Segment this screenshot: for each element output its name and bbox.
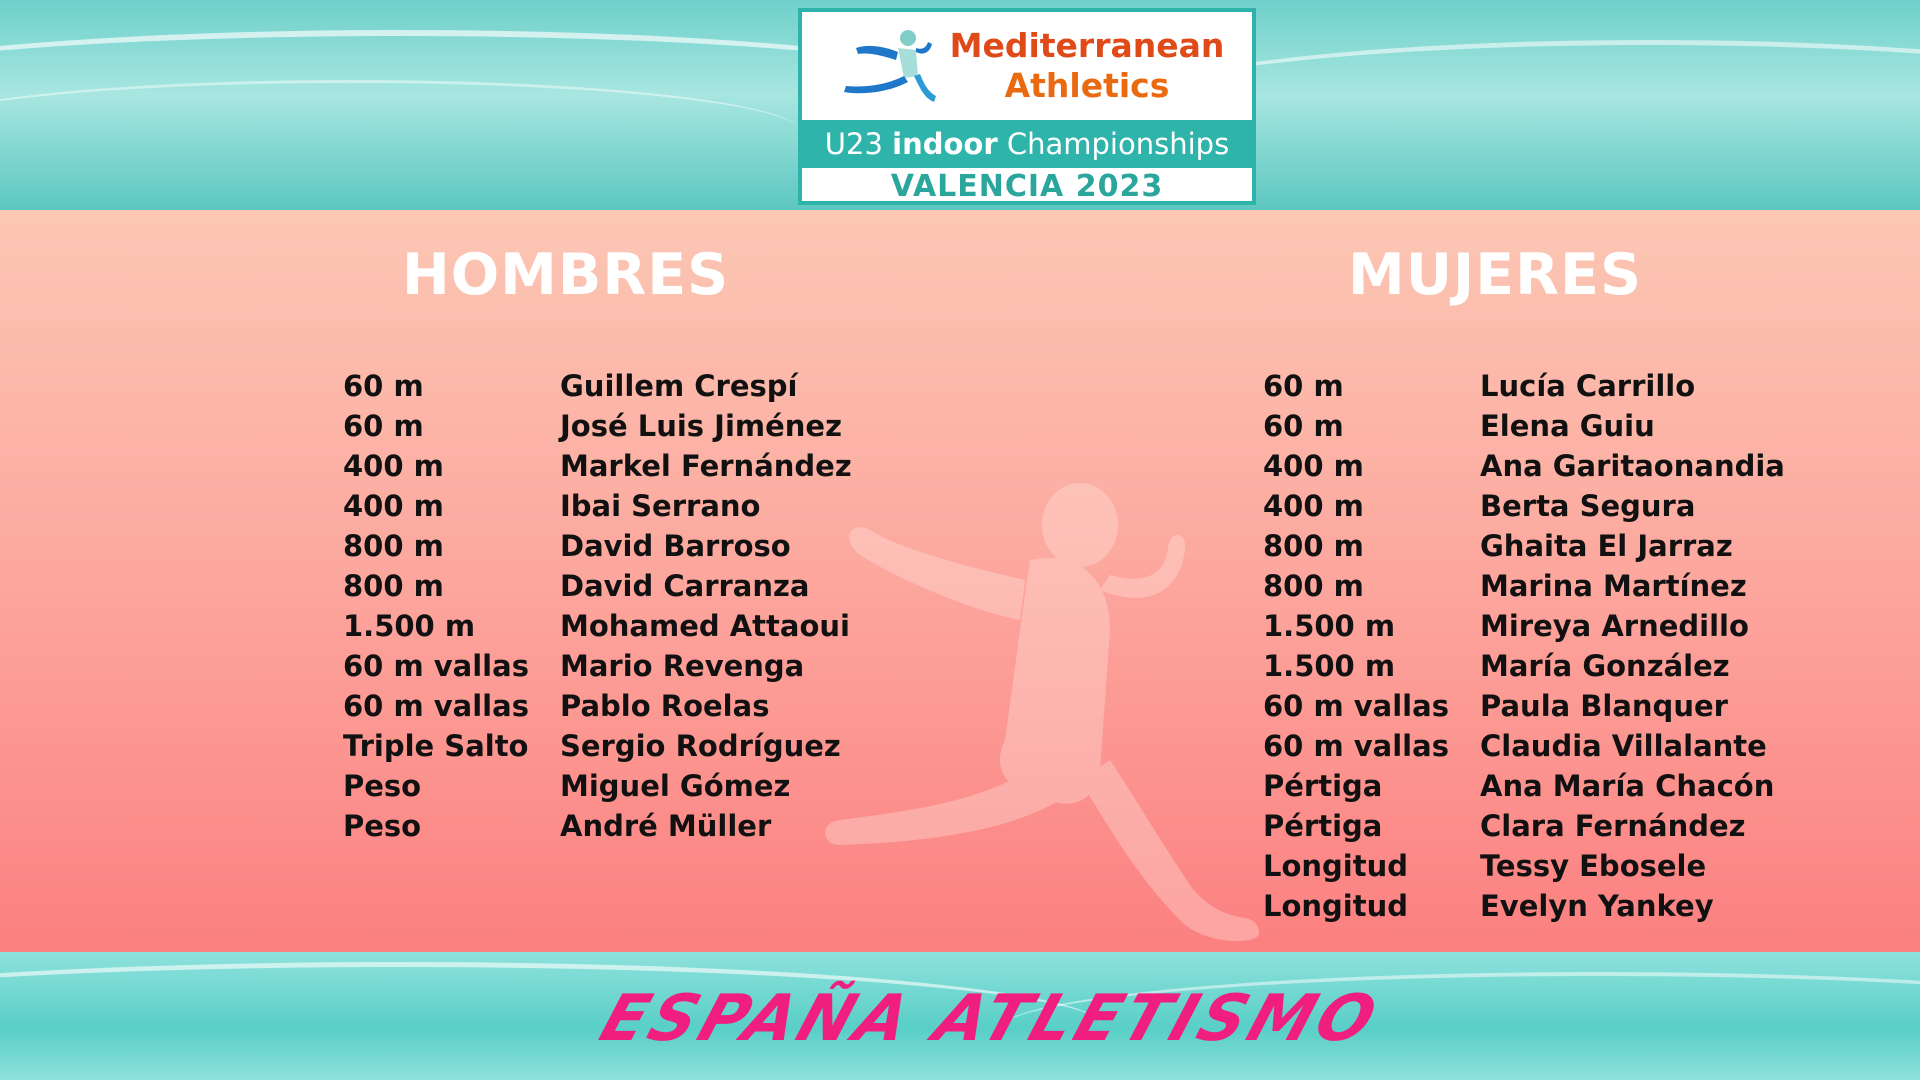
championship-logo: [798, 8, 1256, 205]
athlete-name: David Carranza: [560, 569, 810, 603]
athlete-name: Guillem Crespí: [560, 369, 798, 403]
athlete-name: David Barroso: [560, 529, 791, 563]
event-label: 800 m: [1263, 569, 1364, 603]
athlete-name: Mario Revenga: [560, 649, 805, 683]
athlete-name: Sergio Rodríguez: [560, 729, 841, 763]
athlete-name: José Luis Jiménez: [560, 409, 842, 443]
event-label: 800 m: [343, 569, 444, 603]
logo-championship-suffix: Championships: [1006, 127, 1230, 161]
runner-logo-icon: [838, 26, 938, 106]
event-label: 1.500 m: [1263, 649, 1396, 683]
event-label: 60 m vallas: [1263, 689, 1449, 723]
logo-brand-line2: Athletics: [1004, 66, 1170, 105]
athlete-name: Tessy Ebosele: [1480, 849, 1707, 883]
event-label: 400 m: [1263, 489, 1364, 523]
athlete-name: Ana María Chacón: [1480, 769, 1775, 803]
athlete-name: Clara Fernández: [1480, 809, 1746, 843]
athlete-name: Paula Blanquer: [1480, 689, 1728, 723]
logo-location: VALENCIA 2023: [890, 169, 1164, 204]
athlete-name: Marina Martínez: [1480, 569, 1747, 603]
logo-championship-prefix: U23: [824, 127, 883, 161]
event-label: 60 m vallas: [343, 649, 529, 683]
event-label: 60 m: [343, 409, 424, 443]
logo-championship: [802, 120, 1252, 168]
event-label: 60 m vallas: [1263, 729, 1449, 763]
athlete-name: Mohamed Attaoui: [560, 609, 850, 643]
event-label: Longitud: [1263, 849, 1409, 883]
event-label: 1.500 m: [1263, 609, 1396, 643]
athlete-name: Lucía Carrillo: [1480, 369, 1696, 403]
logo-brand-line1: Mediterranean: [949, 26, 1225, 65]
footer-logo-text: ESPAÑA ATLETISMO: [591, 982, 1389, 1056]
logo-brand: [932, 26, 1242, 106]
event-label: 60 m: [1263, 409, 1344, 443]
event-label: Peso: [343, 769, 422, 803]
heading-mujeres: MUJERES: [1348, 242, 1643, 308]
athlete-name: María González: [1480, 649, 1730, 683]
event-label: Pértiga: [1263, 769, 1383, 803]
athlete-name: Claudia Villalante: [1480, 729, 1767, 763]
athlete-name: Ana Garitaonandia: [1480, 449, 1785, 483]
event-label: Longitud: [1263, 889, 1409, 923]
heading-hombres: HOMBRES: [402, 242, 730, 308]
athlete-name: Ibai Serrano: [560, 489, 761, 523]
event-label: 400 m: [343, 489, 444, 523]
athlete-name: Evelyn Yankey: [1480, 889, 1714, 923]
event-label: 60 m vallas: [343, 689, 529, 723]
event-label: 60 m: [343, 369, 424, 403]
event-label: 400 m: [343, 449, 444, 483]
runner-watermark-icon: [780, 470, 1300, 960]
event-label: Pértiga: [1263, 809, 1383, 843]
logo-top: [802, 12, 1252, 120]
athlete-name: André Müller: [560, 809, 772, 843]
event-label: 60 m: [1263, 369, 1344, 403]
event-label: 1.500 m: [343, 609, 476, 643]
event-label: Peso: [343, 809, 422, 843]
event-label: 400 m: [1263, 449, 1364, 483]
event-label: 800 m: [1263, 529, 1364, 563]
athlete-name: Mireya Arnedillo: [1480, 609, 1749, 643]
logo-championship-bold: indoor: [892, 127, 998, 161]
event-label: Triple Salto: [343, 729, 529, 763]
athlete-name: Ghaita El Jarraz: [1480, 529, 1733, 563]
athlete-name: Berta Segura: [1480, 489, 1696, 523]
athlete-name: Miguel Gómez: [560, 769, 791, 803]
athlete-name: Pablo Roelas: [560, 689, 770, 723]
event-label: 800 m: [343, 529, 444, 563]
athlete-name: Elena Guiu: [1480, 409, 1655, 443]
athlete-name: Markel Fernández: [560, 449, 852, 483]
